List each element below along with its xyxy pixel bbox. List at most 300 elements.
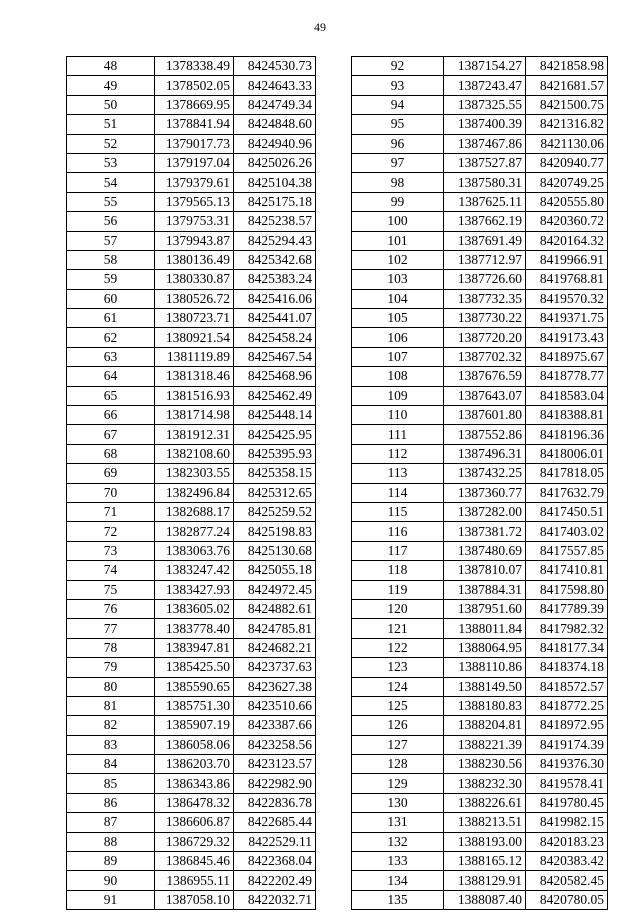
point-number-cell: 98 [352, 173, 444, 192]
table-row [67, 890, 316, 909]
point-number-cell: 105 [352, 309, 444, 328]
table-row [67, 522, 316, 541]
point-number-cell: 120 [352, 599, 444, 618]
x-coordinate-cell: 1387730.22 [444, 309, 526, 328]
y-coordinate-cell: 8424972.45 [234, 580, 316, 599]
y-coordinate-cell: 8422529.11 [234, 832, 316, 851]
y-coordinate-cell: 8417403.02 [526, 522, 608, 541]
y-coordinate-cell: 8421316.82 [526, 115, 608, 134]
table-row [352, 774, 608, 793]
x-coordinate-cell: 1387058.10 [155, 890, 234, 909]
y-coordinate-cell: 8419768.81 [526, 270, 608, 289]
x-coordinate-cell: 1380526.72 [155, 289, 234, 308]
table-row [67, 153, 316, 172]
x-coordinate-cell: 1386729.32 [155, 832, 234, 851]
table-row [67, 619, 316, 638]
table-row [67, 793, 316, 812]
y-coordinate-cell: 8420940.77 [526, 153, 608, 172]
table-row [352, 890, 608, 909]
y-coordinate-cell: 8425448.14 [234, 406, 316, 425]
x-coordinate-cell: 1382688.17 [155, 502, 234, 521]
x-coordinate-cell: 1387625.11 [444, 192, 526, 211]
point-number-cell: 92 [352, 57, 444, 76]
y-coordinate-cell: 8425462.49 [234, 386, 316, 405]
y-coordinate-cell: 8418975.67 [526, 347, 608, 366]
table-row [352, 541, 608, 560]
x-coordinate-cell: 1387720.20 [444, 328, 526, 347]
y-coordinate-cell: 8418583.04 [526, 386, 608, 405]
x-coordinate-cell: 1381714.98 [155, 406, 234, 425]
x-coordinate-cell: 1386203.70 [155, 755, 234, 774]
table-row [67, 328, 316, 347]
x-coordinate-cell: 1382108.60 [155, 444, 234, 463]
x-coordinate-cell: 1386058.06 [155, 735, 234, 754]
y-coordinate-cell: 8421858.98 [526, 57, 608, 76]
y-coordinate-cell: 8417818.05 [526, 464, 608, 483]
point-number-cell: 55 [67, 192, 155, 211]
point-number-cell: 82 [67, 716, 155, 735]
y-coordinate-cell: 8418572.57 [526, 677, 608, 696]
y-coordinate-cell: 8424882.61 [234, 599, 316, 618]
point-number-cell: 118 [352, 561, 444, 580]
y-coordinate-cell: 8417789.39 [526, 599, 608, 618]
y-coordinate-cell: 8424785.81 [234, 619, 316, 638]
x-coordinate-cell: 1386845.46 [155, 852, 234, 871]
x-coordinate-cell: 1388213.51 [444, 813, 526, 832]
point-number-cell: 54 [67, 173, 155, 192]
y-coordinate-cell: 8422032.71 [234, 890, 316, 909]
point-number-cell: 102 [352, 250, 444, 269]
point-number-cell: 95 [352, 115, 444, 134]
x-coordinate-cell: 1387480.69 [444, 541, 526, 560]
table-row [352, 580, 608, 599]
table-row [67, 541, 316, 560]
table-row [67, 464, 316, 483]
point-number-cell: 127 [352, 735, 444, 754]
table-row [352, 328, 608, 347]
x-coordinate-cell: 1382496.84 [155, 483, 234, 502]
x-coordinate-cell: 1381318.46 [155, 367, 234, 386]
x-coordinate-cell: 1387527.87 [444, 153, 526, 172]
point-number-cell: 128 [352, 755, 444, 774]
x-coordinate-cell: 1388232.30 [444, 774, 526, 793]
point-number-cell: 134 [352, 871, 444, 890]
y-coordinate-cell: 8417557.85 [526, 541, 608, 560]
table-row [352, 522, 608, 541]
y-coordinate-cell: 8420360.72 [526, 212, 608, 231]
x-coordinate-cell: 1383063.76 [155, 541, 234, 560]
point-number-cell: 125 [352, 696, 444, 715]
table-row [67, 386, 316, 405]
point-number-cell: 131 [352, 813, 444, 832]
point-number-cell: 93 [352, 76, 444, 95]
point-number-cell: 111 [352, 425, 444, 444]
table-row [352, 173, 608, 192]
y-coordinate-cell: 8424749.34 [234, 95, 316, 114]
y-coordinate-cell: 8420164.32 [526, 231, 608, 250]
point-number-cell: 130 [352, 793, 444, 812]
x-coordinate-cell: 1385907.19 [155, 716, 234, 735]
x-coordinate-cell: 1387643.07 [444, 386, 526, 405]
y-coordinate-cell: 8424682.21 [234, 638, 316, 657]
x-coordinate-cell: 1383427.93 [155, 580, 234, 599]
table-row [67, 444, 316, 463]
x-coordinate-cell: 1379943.87 [155, 231, 234, 250]
point-number-cell: 51 [67, 115, 155, 134]
table-row [67, 852, 316, 871]
point-number-cell: 68 [67, 444, 155, 463]
point-number-cell: 57 [67, 231, 155, 250]
table-row [352, 483, 608, 502]
table-row [352, 755, 608, 774]
table-row [352, 76, 608, 95]
y-coordinate-cell: 8418177.34 [526, 638, 608, 657]
table-row [352, 832, 608, 851]
point-number-cell: 70 [67, 483, 155, 502]
x-coordinate-cell: 1378338.49 [155, 57, 234, 76]
x-coordinate-cell: 1387601.80 [444, 406, 526, 425]
x-coordinate-cell: 1387467.86 [444, 134, 526, 153]
table-row [352, 406, 608, 425]
table-row [67, 95, 316, 114]
table-row [67, 502, 316, 521]
x-coordinate-cell: 1387712.97 [444, 250, 526, 269]
coordinates-table-right [351, 56, 608, 910]
table-row [352, 250, 608, 269]
y-coordinate-cell: 8424940.96 [234, 134, 316, 153]
x-coordinate-cell: 1385590.65 [155, 677, 234, 696]
y-coordinate-cell: 8425441.07 [234, 309, 316, 328]
point-number-cell: 133 [352, 852, 444, 871]
table-row [67, 406, 316, 425]
point-number-cell: 121 [352, 619, 444, 638]
y-coordinate-cell: 8420555.80 [526, 192, 608, 211]
table-row [352, 793, 608, 812]
y-coordinate-cell: 8419578.41 [526, 774, 608, 793]
y-coordinate-cell: 8417598.80 [526, 580, 608, 599]
y-coordinate-cell: 8420383.42 [526, 852, 608, 871]
table-row [352, 367, 608, 386]
table-row [352, 464, 608, 483]
table-row [352, 134, 608, 153]
y-coordinate-cell: 8424530.73 [234, 57, 316, 76]
point-number-cell: 76 [67, 599, 155, 618]
table-row [352, 347, 608, 366]
point-number-cell: 67 [67, 425, 155, 444]
point-number-cell: 78 [67, 638, 155, 657]
point-number-cell: 72 [67, 522, 155, 541]
y-coordinate-cell: 8419174.39 [526, 735, 608, 754]
table-row [67, 231, 316, 250]
table-row [352, 309, 608, 328]
y-coordinate-cell: 8425358.15 [234, 464, 316, 483]
x-coordinate-cell: 1388087.40 [444, 890, 526, 909]
y-coordinate-cell: 8424643.33 [234, 76, 316, 95]
table-row [352, 619, 608, 638]
y-coordinate-cell: 8425259.52 [234, 502, 316, 521]
x-coordinate-cell: 1379017.73 [155, 134, 234, 153]
x-coordinate-cell: 1383247.42 [155, 561, 234, 580]
x-coordinate-cell: 1378669.95 [155, 95, 234, 114]
point-number-cell: 59 [67, 270, 155, 289]
table-row [67, 774, 316, 793]
y-coordinate-cell: 8423123.57 [234, 755, 316, 774]
y-coordinate-cell: 8425383.24 [234, 270, 316, 289]
x-coordinate-cell: 1379197.04 [155, 153, 234, 172]
point-number-cell: 48 [67, 57, 155, 76]
point-number-cell: 103 [352, 270, 444, 289]
y-coordinate-cell: 8422836.78 [234, 793, 316, 812]
table-row [352, 852, 608, 871]
x-coordinate-cell: 1386478.32 [155, 793, 234, 812]
x-coordinate-cell: 1380723.71 [155, 309, 234, 328]
table-row [352, 871, 608, 890]
point-number-cell: 114 [352, 483, 444, 502]
x-coordinate-cell: 1388129.91 [444, 871, 526, 890]
point-number-cell: 132 [352, 832, 444, 851]
page-number: 49 [314, 20, 326, 34]
point-number-cell: 73 [67, 541, 155, 560]
x-coordinate-cell: 1379379.61 [155, 173, 234, 192]
table-row [352, 231, 608, 250]
point-number-cell: 113 [352, 464, 444, 483]
table-row [352, 444, 608, 463]
y-coordinate-cell: 8420183.23 [526, 832, 608, 851]
point-number-cell: 63 [67, 347, 155, 366]
point-number-cell: 85 [67, 774, 155, 793]
x-coordinate-cell: 1385751.30 [155, 696, 234, 715]
y-coordinate-cell: 8422685.44 [234, 813, 316, 832]
x-coordinate-cell: 1387325.55 [444, 95, 526, 114]
table-row [67, 57, 316, 76]
table-row [67, 677, 316, 696]
point-number-cell: 53 [67, 153, 155, 172]
table-row [352, 716, 608, 735]
y-coordinate-cell: 8421500.75 [526, 95, 608, 114]
y-coordinate-cell: 8424848.60 [234, 115, 316, 134]
table-row [352, 638, 608, 657]
x-coordinate-cell: 1378841.94 [155, 115, 234, 134]
y-coordinate-cell: 8419780.45 [526, 793, 608, 812]
point-number-cell: 65 [67, 386, 155, 405]
table-row [352, 813, 608, 832]
x-coordinate-cell: 1388064.95 [444, 638, 526, 657]
y-coordinate-cell: 8418778.77 [526, 367, 608, 386]
point-number-cell: 107 [352, 347, 444, 366]
y-coordinate-cell: 8418374.18 [526, 658, 608, 677]
point-number-cell: 97 [352, 153, 444, 172]
x-coordinate-cell: 1383947.81 [155, 638, 234, 657]
x-coordinate-cell: 1387496.31 [444, 444, 526, 463]
table-row [67, 599, 316, 618]
x-coordinate-cell: 1381516.93 [155, 386, 234, 405]
x-coordinate-cell: 1387676.59 [444, 367, 526, 386]
point-number-cell: 123 [352, 658, 444, 677]
y-coordinate-cell: 8419371.75 [526, 309, 608, 328]
x-coordinate-cell: 1386955.11 [155, 871, 234, 890]
table-row [352, 561, 608, 580]
point-number-cell: 119 [352, 580, 444, 599]
x-coordinate-cell: 1380330.87 [155, 270, 234, 289]
y-coordinate-cell: 8423387.66 [234, 716, 316, 735]
y-coordinate-cell: 8417632.79 [526, 483, 608, 502]
x-coordinate-cell: 1388221.39 [444, 735, 526, 754]
y-coordinate-cell: 8417450.51 [526, 502, 608, 521]
y-coordinate-cell: 8425175.18 [234, 192, 316, 211]
table-row [67, 580, 316, 599]
x-coordinate-cell: 1387381.72 [444, 522, 526, 541]
point-number-cell: 104 [352, 289, 444, 308]
point-number-cell: 116 [352, 522, 444, 541]
x-coordinate-cell: 1387884.31 [444, 580, 526, 599]
x-coordinate-cell: 1383605.02 [155, 599, 234, 618]
y-coordinate-cell: 8420749.25 [526, 173, 608, 192]
table-row [67, 658, 316, 677]
table-row [352, 425, 608, 444]
point-number-cell: 75 [67, 580, 155, 599]
y-coordinate-cell: 8418972.95 [526, 716, 608, 735]
x-coordinate-cell: 1387662.19 [444, 212, 526, 231]
point-number-cell: 117 [352, 541, 444, 560]
point-number-cell: 112 [352, 444, 444, 463]
y-coordinate-cell: 8422368.04 [234, 852, 316, 871]
y-coordinate-cell: 8420780.05 [526, 890, 608, 909]
y-coordinate-cell: 8425055.18 [234, 561, 316, 580]
y-coordinate-cell: 8420582.45 [526, 871, 608, 890]
point-number-cell: 126 [352, 716, 444, 735]
y-coordinate-cell: 8419173.43 [526, 328, 608, 347]
point-number-cell: 129 [352, 774, 444, 793]
table-row [67, 755, 316, 774]
y-coordinate-cell: 8419376.30 [526, 755, 608, 774]
y-coordinate-cell: 8425425.95 [234, 425, 316, 444]
point-number-cell: 61 [67, 309, 155, 328]
x-coordinate-cell: 1380921.54 [155, 328, 234, 347]
x-coordinate-cell: 1387810.07 [444, 561, 526, 580]
point-number-cell: 90 [67, 871, 155, 890]
table-row [352, 95, 608, 114]
x-coordinate-cell: 1387702.32 [444, 347, 526, 366]
table-row [67, 212, 316, 231]
point-number-cell: 101 [352, 231, 444, 250]
point-number-cell: 99 [352, 192, 444, 211]
y-coordinate-cell: 8425467.54 [234, 347, 316, 366]
y-coordinate-cell: 8419570.32 [526, 289, 608, 308]
x-coordinate-cell: 1388165.12 [444, 852, 526, 871]
point-number-cell: 79 [67, 658, 155, 677]
point-number-cell: 96 [352, 134, 444, 153]
point-number-cell: 52 [67, 134, 155, 153]
x-coordinate-cell: 1387360.77 [444, 483, 526, 502]
table-row [67, 716, 316, 735]
x-coordinate-cell: 1388011.84 [444, 619, 526, 638]
y-coordinate-cell: 8417410.81 [526, 561, 608, 580]
x-coordinate-cell: 1383778.40 [155, 619, 234, 638]
x-coordinate-cell: 1387726.60 [444, 270, 526, 289]
point-number-cell: 83 [67, 735, 155, 754]
x-coordinate-cell: 1387951.60 [444, 599, 526, 618]
y-coordinate-cell: 8425468.96 [234, 367, 316, 386]
table-row [352, 212, 608, 231]
point-number-cell: 109 [352, 386, 444, 405]
table-row [352, 115, 608, 134]
table-row [67, 696, 316, 715]
x-coordinate-cell: 1386343.86 [155, 774, 234, 793]
point-number-cell: 108 [352, 367, 444, 386]
y-coordinate-cell: 8423737.63 [234, 658, 316, 677]
point-number-cell: 66 [67, 406, 155, 425]
table-row [352, 677, 608, 696]
point-number-cell: 69 [67, 464, 155, 483]
point-number-cell: 58 [67, 250, 155, 269]
y-coordinate-cell: 8425104.38 [234, 173, 316, 192]
x-coordinate-cell: 1381119.89 [155, 347, 234, 366]
table-row [67, 638, 316, 657]
point-number-cell: 62 [67, 328, 155, 347]
point-number-cell: 64 [67, 367, 155, 386]
x-coordinate-cell: 1380136.49 [155, 250, 234, 269]
table-row [352, 57, 608, 76]
x-coordinate-cell: 1379753.31 [155, 212, 234, 231]
point-number-cell: 94 [352, 95, 444, 114]
table-row [352, 153, 608, 172]
table-row [352, 658, 608, 677]
y-coordinate-cell: 8425026.26 [234, 153, 316, 172]
x-coordinate-cell: 1385425.50 [155, 658, 234, 677]
point-number-cell: 88 [67, 832, 155, 851]
point-number-cell: 86 [67, 793, 155, 812]
x-coordinate-cell: 1388180.83 [444, 696, 526, 715]
y-coordinate-cell: 8418196.36 [526, 425, 608, 444]
x-coordinate-cell: 1387552.86 [444, 425, 526, 444]
point-number-cell: 122 [352, 638, 444, 657]
point-number-cell: 100 [352, 212, 444, 231]
table-row [352, 289, 608, 308]
table-row [67, 425, 316, 444]
point-number-cell: 81 [67, 696, 155, 715]
x-coordinate-cell: 1381912.31 [155, 425, 234, 444]
x-coordinate-cell: 1378502.05 [155, 76, 234, 95]
table-row [67, 561, 316, 580]
table-row [67, 76, 316, 95]
y-coordinate-cell: 8418772.25 [526, 696, 608, 715]
point-number-cell: 84 [67, 755, 155, 774]
y-coordinate-cell: 8425458.24 [234, 328, 316, 347]
point-number-cell: 80 [67, 677, 155, 696]
y-coordinate-cell: 8419982.15 [526, 813, 608, 832]
y-coordinate-cell: 8425416.06 [234, 289, 316, 308]
x-coordinate-cell: 1388230.56 [444, 755, 526, 774]
table-row [67, 192, 316, 211]
table-row [67, 813, 316, 832]
y-coordinate-cell: 8417982.32 [526, 619, 608, 638]
y-coordinate-cell: 8425238.57 [234, 212, 316, 231]
y-coordinate-cell: 8425130.68 [234, 541, 316, 560]
x-coordinate-cell: 1388204.81 [444, 716, 526, 735]
table-row [67, 250, 316, 269]
table-row [67, 309, 316, 328]
table-row [67, 347, 316, 366]
x-coordinate-cell: 1382877.24 [155, 522, 234, 541]
x-coordinate-cell: 1388110.86 [444, 658, 526, 677]
x-coordinate-cell: 1386606.87 [155, 813, 234, 832]
point-number-cell: 106 [352, 328, 444, 347]
y-coordinate-cell: 8419966.91 [526, 250, 608, 269]
point-number-cell: 77 [67, 619, 155, 638]
table-row [352, 599, 608, 618]
table-row [67, 134, 316, 153]
table-row [352, 502, 608, 521]
